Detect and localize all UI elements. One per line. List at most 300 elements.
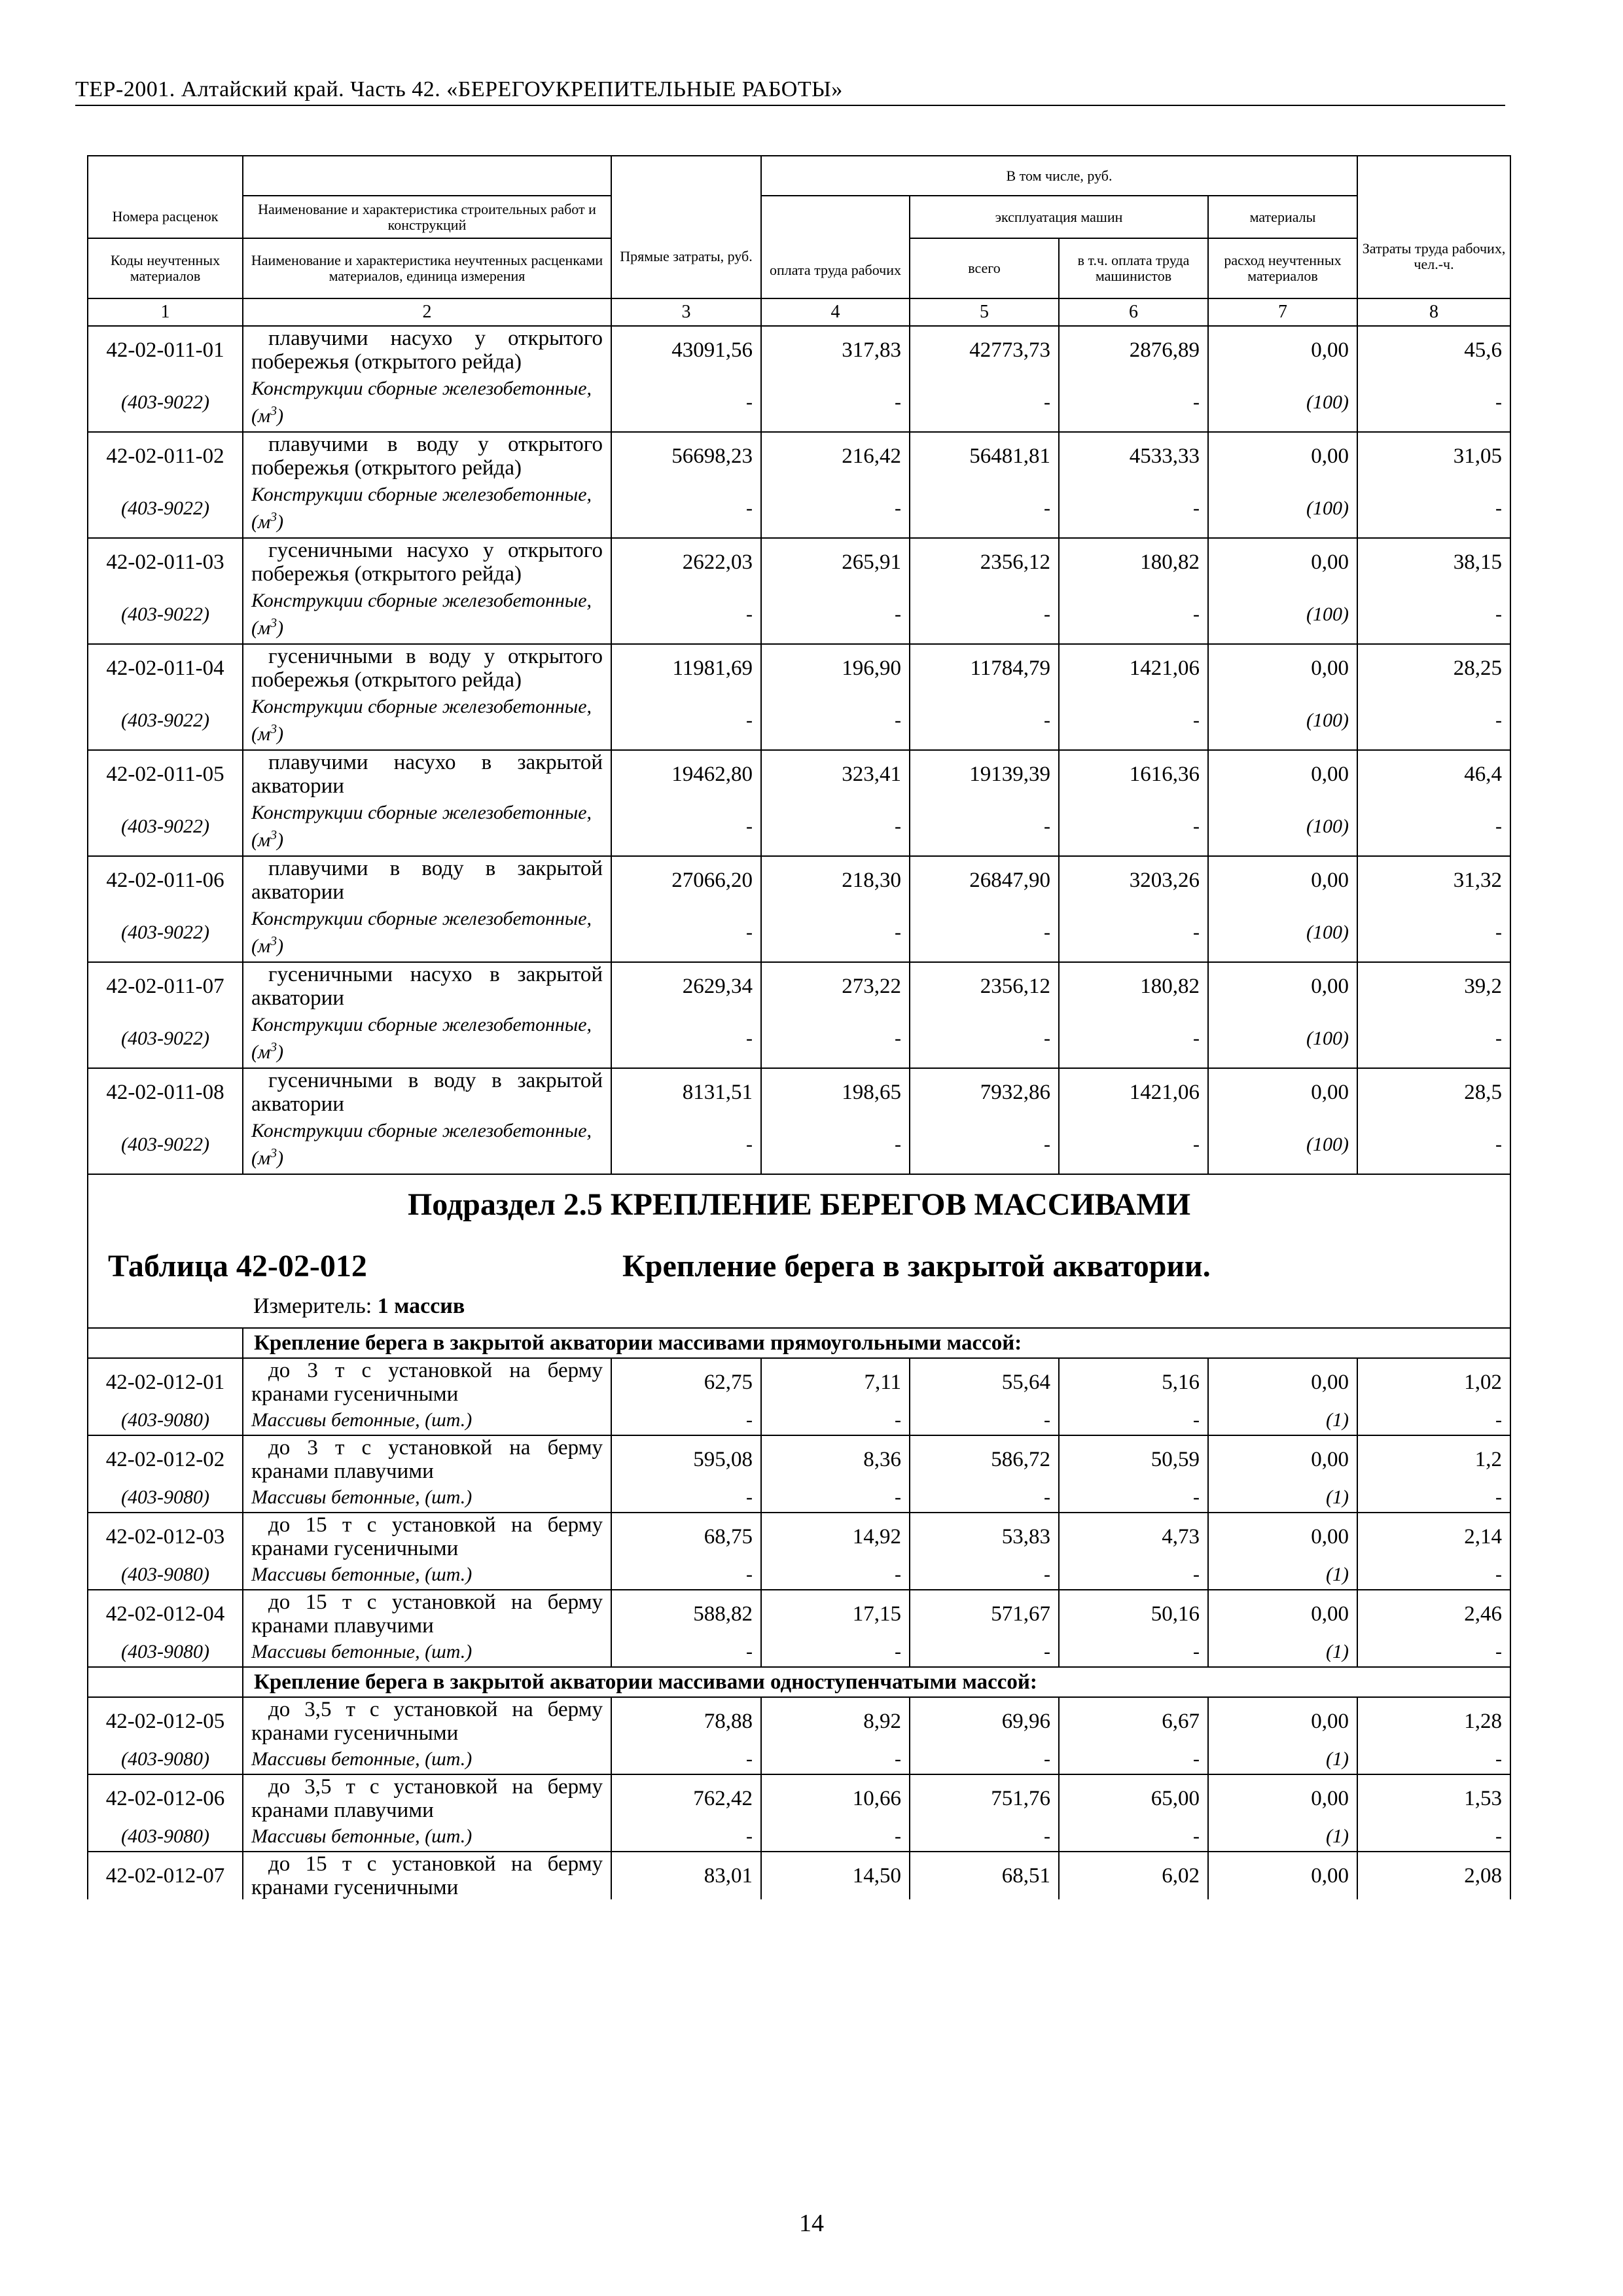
empty-value: - (1059, 1638, 1208, 1667)
materials: 0,00 (1208, 1358, 1357, 1406)
page-header: ТЕР-2001. Алтайский край. Часть 42. «БЕРЕГОУКРЕПИТЕЛЬНЫЕ РАБОТЫ» (75, 77, 843, 101)
materials: 0,00 (1208, 750, 1357, 798)
materials: 0,00 (1208, 326, 1357, 374)
labor-hours: 31,32 (1357, 856, 1510, 904)
empty-value: - (910, 480, 1059, 538)
labor-hours: 1,28 (1357, 1697, 1510, 1745)
column-number: 1 (88, 298, 243, 326)
labor-hours: 2,14 (1357, 1513, 1510, 1560)
material-code: (403-9022) (88, 692, 243, 750)
operators-pay: 50,16 (1059, 1590, 1208, 1638)
rate-code: 42-02-012-07 (88, 1852, 243, 1899)
group-heading-gutter (88, 1667, 243, 1697)
rate-name: до 15 т с установкой на берму кранами плавучими (243, 1590, 611, 1638)
rate-code: 42-02-012-03 (88, 1513, 243, 1560)
empty-value: - (1357, 586, 1510, 644)
group-heading-row (88, 1328, 1510, 1358)
material-name: Массивы бетонные, (шт.) (243, 1822, 611, 1852)
labor-pay: 17,15 (761, 1590, 910, 1638)
empty-value: - (761, 374, 910, 432)
col-rate-numbers: Номера расценок (88, 196, 243, 238)
empty-value: - (1059, 1116, 1208, 1174)
machine-total: 55,64 (910, 1358, 1059, 1406)
operators-pay: 4,73 (1059, 1513, 1208, 1560)
labor-pay: 198,65 (761, 1068, 910, 1116)
machine-total: 11784,79 (910, 644, 1059, 692)
rate-name: плавучими в воду в закрытой акватории (243, 856, 611, 904)
rate-name: до 3 т с установкой на берму кранами плавучими (243, 1435, 611, 1483)
material-row (88, 374, 1510, 432)
empty-value: - (1357, 904, 1510, 962)
empty-value: - (910, 904, 1059, 962)
empty-value: - (910, 1010, 1059, 1068)
material-usage: (100) (1208, 374, 1357, 432)
col-incl-operators: в т.ч. оплата труда машинистов (1059, 238, 1208, 298)
direct-costs: 595,08 (611, 1435, 761, 1483)
material-name: Массивы бетонные, (шт.) (243, 1483, 611, 1513)
material-usage: (100) (1208, 1010, 1357, 1068)
empty-value: - (611, 586, 761, 644)
material-name: Конструкции сборные железобетонные, $(м^3)$ (243, 798, 611, 856)
operators-pay: 6,67 (1059, 1697, 1208, 1745)
empty-value: - (1059, 904, 1208, 962)
labor-pay: 10,66 (761, 1774, 910, 1822)
labor-hours: 45,6 (1357, 326, 1510, 374)
table-row (88, 538, 1510, 586)
empty-value: - (611, 1745, 761, 1774)
header-rule (75, 105, 1505, 106)
material-usage: (100) (1208, 480, 1357, 538)
rate-name: до 3,5 т с установкой на берму кранами гусеничными (243, 1697, 611, 1745)
materials: 0,00 (1208, 1513, 1357, 1560)
col-materials-usage: расход неучтенных материалов (1208, 238, 1357, 298)
material-row (88, 692, 1510, 750)
material-code: (403-9080) (88, 1638, 243, 1667)
empty-value: - (761, 1116, 910, 1174)
empty-value: - (910, 1560, 1059, 1590)
measure-value: 1 массив (377, 1294, 465, 1318)
direct-costs: 2629,34 (611, 962, 761, 1010)
empty-value: - (761, 1483, 910, 1513)
rate-name: до 3 т с установкой на берму кранами гусеничными (243, 1358, 611, 1406)
material-row (88, 480, 1510, 538)
labor-pay: 8,36 (761, 1435, 910, 1483)
empty-value: - (1059, 1483, 1208, 1513)
section-row (88, 1174, 1510, 1328)
col-materials: материалы (1208, 196, 1357, 238)
material-usage: (100) (1208, 1116, 1357, 1174)
machine-total: 42773,73 (910, 326, 1059, 374)
material-row (88, 1483, 1510, 1513)
direct-costs: 78,88 (611, 1697, 761, 1745)
labor-pay: 323,41 (761, 750, 910, 798)
table-row (88, 856, 1510, 904)
material-code: (403-9080) (88, 1406, 243, 1435)
table-label: Таблица 42-02-012 (108, 1249, 367, 1283)
empty-value: - (910, 692, 1059, 750)
empty-value: - (761, 586, 910, 644)
page-number: 14 (799, 2210, 824, 2237)
material-code: (403-9080) (88, 1822, 243, 1852)
labor-pay: 265,91 (761, 538, 910, 586)
empty-value: - (761, 692, 910, 750)
direct-costs: 43091,56 (611, 326, 761, 374)
material-row (88, 1560, 1510, 1590)
machine-total: 2356,12 (910, 962, 1059, 1010)
rate-name: гусеничными насухо в закрытой акватории (243, 962, 611, 1010)
direct-costs: 11981,69 (611, 644, 761, 692)
labor-hours: 28,5 (1357, 1068, 1510, 1116)
empty-value: - (761, 1406, 910, 1435)
table-row (88, 1513, 1510, 1560)
material-row (88, 1406, 1510, 1435)
empty-value: - (910, 1822, 1059, 1852)
rate-name: гусеничными в воду у открытого побережья (открытого рейда) (243, 644, 611, 692)
material-row (88, 1745, 1510, 1774)
material-row (88, 1638, 1510, 1667)
materials: 0,00 (1208, 1068, 1357, 1116)
col-machine-operation: эксплуатация машин (910, 196, 1208, 238)
col-direct-costs: Прямые затраты, руб. (611, 156, 761, 298)
empty-value: - (611, 1010, 761, 1068)
empty-value: - (1059, 1745, 1208, 1774)
material-name: Конструкции сборные железобетонные, $(м^3)$ (243, 1010, 611, 1068)
operators-pay: 65,00 (1059, 1774, 1208, 1822)
material-name: Массивы бетонные, (шт.) (243, 1745, 611, 1774)
operators-pay: 50,59 (1059, 1435, 1208, 1483)
group-heading: Крепление берега в закрытой акватории массивами прямоугольными массой: (243, 1328, 1510, 1358)
material-usage: (1) (1208, 1406, 1357, 1435)
measure (253, 1294, 465, 1319)
empty-value: - (910, 586, 1059, 644)
rate-code: 42-02-011-01 (88, 326, 243, 374)
labor-hours: 28,25 (1357, 644, 1510, 692)
table-row (88, 644, 1510, 692)
labor-pay: 7,11 (761, 1358, 910, 1406)
empty-value: - (910, 798, 1059, 856)
labor-hours: 1,02 (1357, 1358, 1510, 1406)
col-work-name: Наименование и характеристика строительных работ и конструкций (243, 196, 611, 238)
material-name: Массивы бетонные, (шт.) (243, 1638, 611, 1667)
col-including: В том числе, руб. (761, 156, 1357, 196)
labor-hours: 1,2 (1357, 1435, 1510, 1483)
direct-costs: 2622,03 (611, 538, 761, 586)
material-row (88, 1116, 1510, 1174)
material-row (88, 904, 1510, 962)
empty-value: - (1059, 374, 1208, 432)
operators-pay: 180,82 (1059, 962, 1208, 1010)
rate-code: 42-02-011-05 (88, 750, 243, 798)
machine-total: 56481,81 (910, 432, 1059, 480)
labor-hours: 39,2 (1357, 962, 1510, 1010)
empty-value: - (1059, 480, 1208, 538)
empty-value: - (761, 1745, 910, 1774)
machine-total: 7932,86 (910, 1068, 1059, 1116)
material-row (88, 586, 1510, 644)
column-number: 3 (611, 298, 761, 326)
rate-code: 42-02-012-01 (88, 1358, 243, 1406)
rate-name: гусеничными насухо у открытого побережья (открытого рейда) (243, 538, 611, 586)
material-code: (403-9022) (88, 374, 243, 432)
materials: 0,00 (1208, 432, 1357, 480)
material-usage: (1) (1208, 1822, 1357, 1852)
table-row (88, 962, 1510, 1010)
table-row (88, 1774, 1510, 1822)
empty-value: - (910, 1116, 1059, 1174)
labor-pay: 317,83 (761, 326, 910, 374)
material-code: (403-9080) (88, 1483, 243, 1513)
operators-pay: 4533,33 (1059, 432, 1208, 480)
labor-hours: 2,08 (1357, 1852, 1510, 1899)
operators-pay: 2876,89 (1059, 326, 1208, 374)
material-usage: (100) (1208, 798, 1357, 856)
column-number: 6 (1059, 298, 1208, 326)
empty-value: - (910, 1745, 1059, 1774)
empty-value: - (611, 1822, 761, 1852)
material-usage: (1) (1208, 1483, 1357, 1513)
direct-costs: 19462,80 (611, 750, 761, 798)
material-name: Массивы бетонные, (шт.) (243, 1406, 611, 1435)
empty-value: - (1357, 1638, 1510, 1667)
material-name: Конструкции сборные железобетонные, $(м^3)$ (243, 480, 611, 538)
direct-costs: 588,82 (611, 1590, 761, 1638)
rate-code: 42-02-012-04 (88, 1590, 243, 1638)
table-row (88, 1852, 1510, 1899)
empty-value: - (1357, 1406, 1510, 1435)
labor-hours: 2,46 (1357, 1590, 1510, 1638)
empty-value: - (611, 1638, 761, 1667)
material-code: (403-9022) (88, 480, 243, 538)
empty-value: - (1357, 1745, 1510, 1774)
col-codes-unaccounted: Коды неучтенных материалов (88, 238, 243, 298)
col-labor-costs: Затраты труда рабочих, чел.-ч. (1357, 156, 1510, 298)
empty-value: - (611, 904, 761, 962)
material-row (88, 1010, 1510, 1068)
material-code: (403-9022) (88, 586, 243, 644)
empty-value: - (611, 480, 761, 538)
labor-pay: 196,90 (761, 644, 910, 692)
direct-costs: 62,75 (611, 1358, 761, 1406)
empty-value: - (1059, 1560, 1208, 1590)
machine-total: 586,72 (910, 1435, 1059, 1483)
empty-value: - (910, 374, 1059, 432)
empty-value: - (611, 1406, 761, 1435)
empty-value: - (1059, 692, 1208, 750)
rate-name: до 15 т с установкой на берму кранами гусеничными (243, 1513, 611, 1560)
direct-costs: 27066,20 (611, 856, 761, 904)
empty-value: - (611, 1483, 761, 1513)
materials: 0,00 (1208, 1774, 1357, 1822)
empty-value: - (1357, 374, 1510, 432)
empty-value: - (1357, 480, 1510, 538)
empty-value: - (910, 1483, 1059, 1513)
operators-pay: 5,16 (1059, 1358, 1208, 1406)
direct-costs: 56698,23 (611, 432, 761, 480)
empty-value: - (1059, 798, 1208, 856)
operators-pay: 1421,06 (1059, 1068, 1208, 1116)
column-number: 8 (1357, 298, 1510, 326)
rate-code: 42-02-011-06 (88, 856, 243, 904)
empty-value: - (761, 1638, 910, 1667)
table-row (88, 326, 1510, 374)
operators-pay: 180,82 (1059, 538, 1208, 586)
rate-code: 42-02-012-02 (88, 1435, 243, 1483)
col-total: всего (910, 238, 1059, 298)
rate-code: 42-02-012-05 (88, 1697, 243, 1745)
rate-name: до 15 т с установкой на берму кранами гусеничными (243, 1852, 611, 1899)
empty-value: - (1357, 1822, 1510, 1852)
material-row (88, 798, 1510, 856)
material-usage: (1) (1208, 1745, 1357, 1774)
table-row (88, 1697, 1510, 1745)
empty-value: - (1059, 1406, 1208, 1435)
materials: 0,00 (1208, 538, 1357, 586)
labor-hours: 46,4 (1357, 750, 1510, 798)
labor-pay: 273,22 (761, 962, 910, 1010)
empty-value: - (761, 1822, 910, 1852)
rate-name: плавучими насухо у открытого побережья (открытого рейда) (243, 326, 611, 374)
rates-table (87, 155, 1511, 1899)
operators-pay: 1421,06 (1059, 644, 1208, 692)
column-number: 2 (243, 298, 611, 326)
materials: 0,00 (1208, 1590, 1357, 1638)
table-row (88, 1435, 1510, 1483)
table-row (88, 1590, 1510, 1638)
material-code: (403-9080) (88, 1560, 243, 1590)
material-name: Конструкции сборные железобетонные, $(м^3)$ (243, 1116, 611, 1174)
measure-label: Измеритель: (253, 1294, 372, 1318)
empty-value: - (1357, 1560, 1510, 1590)
material-code: (403-9080) (88, 1745, 243, 1774)
empty-value: - (1059, 1822, 1208, 1852)
material-usage: (100) (1208, 586, 1357, 644)
direct-costs: 762,42 (611, 1774, 761, 1822)
labor-hours: 38,15 (1357, 538, 1510, 586)
material-usage: (1) (1208, 1560, 1357, 1590)
rate-name: гусеничными в воду в закрытой акватории (243, 1068, 611, 1116)
rate-name: плавучими насухо в закрытой акватории (243, 750, 611, 798)
empty-value: - (761, 798, 910, 856)
empty-value: - (1059, 586, 1208, 644)
empty-value: - (1357, 1116, 1510, 1174)
table-row (88, 1068, 1510, 1116)
labor-pay: 218,30 (761, 856, 910, 904)
column-number: 4 (761, 298, 910, 326)
labor-pay: 14,92 (761, 1513, 910, 1560)
material-name: Массивы бетонные, (шт.) (243, 1560, 611, 1590)
labor-hours: 1,53 (1357, 1774, 1510, 1822)
table-row (88, 1358, 1510, 1406)
operators-pay: 1616,36 (1059, 750, 1208, 798)
rate-code: 42-02-011-03 (88, 538, 243, 586)
section-title: Подраздел 2.5 КРЕПЛЕНИЕ БЕРЕГОВ МАССИВАМИ (407, 1187, 1191, 1222)
empty-value: - (910, 1406, 1059, 1435)
material-code: (403-9022) (88, 798, 243, 856)
empty-value: - (761, 480, 910, 538)
empty-value: - (1059, 1010, 1208, 1068)
rate-name: плавучими в воду у открытого побережья (открытого рейда) (243, 432, 611, 480)
table-row (88, 432, 1510, 480)
empty-value: - (611, 692, 761, 750)
machine-total: 53,83 (910, 1513, 1059, 1560)
empty-value: - (611, 1116, 761, 1174)
labor-pay: 8,92 (761, 1697, 910, 1745)
column-number: 7 (1208, 298, 1357, 326)
operators-pay: 6,02 (1059, 1852, 1208, 1899)
col-labor-pay: оплата труда рабочих (761, 196, 910, 298)
empty-value: - (1357, 1483, 1510, 1513)
col-name-unaccounted: Наименование и характеристика неучтенных расценками материалов, единица измерения (243, 238, 611, 298)
empty-value: - (761, 1010, 910, 1068)
machine-total: 571,67 (910, 1590, 1059, 1638)
machine-total: 751,76 (910, 1774, 1059, 1822)
column-number: 5 (910, 298, 1059, 326)
machine-total: 69,96 (910, 1697, 1059, 1745)
material-code: (403-9022) (88, 1116, 243, 1174)
rate-code: 42-02-012-06 (88, 1774, 243, 1822)
material-usage: (1) (1208, 1638, 1357, 1667)
materials: 0,00 (1208, 1435, 1357, 1483)
rate-code: 42-02-011-04 (88, 644, 243, 692)
machine-total: 2356,12 (910, 538, 1059, 586)
group-heading-gutter (88, 1328, 243, 1358)
material-code: (403-9022) (88, 1010, 243, 1068)
empty-value: - (761, 1560, 910, 1590)
section-block (88, 1174, 1510, 1328)
empty-value: - (611, 1560, 761, 1590)
operators-pay: 3203,26 (1059, 856, 1208, 904)
table-title: Крепление берега в закрытой акватории. (622, 1249, 1211, 1283)
materials: 0,00 (1208, 1697, 1357, 1745)
material-row (88, 1822, 1510, 1852)
material-usage: (100) (1208, 692, 1357, 750)
empty-value: - (910, 1638, 1059, 1667)
material-code: (403-9022) (88, 904, 243, 962)
empty-value: - (1357, 798, 1510, 856)
empty-value: - (1357, 692, 1510, 750)
labor-pay: 14,50 (761, 1852, 910, 1899)
material-name: Конструкции сборные железобетонные, $(м^3)$ (243, 586, 611, 644)
materials: 0,00 (1208, 962, 1357, 1010)
direct-costs: 83,01 (611, 1852, 761, 1899)
materials: 0,00 (1208, 644, 1357, 692)
material-name: Конструкции сборные железобетонные, $(м^3)$ (243, 904, 611, 962)
direct-costs: 68,75 (611, 1513, 761, 1560)
rate-code: 42-02-011-02 (88, 432, 243, 480)
table-row (88, 750, 1510, 798)
empty-value: - (1357, 1010, 1510, 1068)
material-name: Конструкции сборные железобетонные, $(м^3)$ (243, 692, 611, 750)
rate-code: 42-02-011-07 (88, 962, 243, 1010)
group-heading-row (88, 1667, 1510, 1697)
material-name: Конструкции сборные железобетонные, $(м^3)$ (243, 374, 611, 432)
empty-value: - (611, 374, 761, 432)
material-usage: (100) (1208, 904, 1357, 962)
machine-total: 26847,90 (910, 856, 1059, 904)
machine-total: 68,51 (910, 1852, 1059, 1899)
empty-value: - (611, 798, 761, 856)
rate-code: 42-02-011-08 (88, 1068, 243, 1116)
materials: 0,00 (1208, 856, 1357, 904)
empty-value: - (761, 904, 910, 962)
materials: 0,00 (1208, 1852, 1357, 1899)
labor-hours: 31,05 (1357, 432, 1510, 480)
rate-name: до 3,5 т с установкой на берму кранами плавучими (243, 1774, 611, 1822)
group-heading: Крепление берега в закрытой акватории массивами одноступенчатыми массой: (243, 1667, 1510, 1697)
machine-total: 19139,39 (910, 750, 1059, 798)
direct-costs: 8131,51 (611, 1068, 761, 1116)
labor-pay: 216,42 (761, 432, 910, 480)
